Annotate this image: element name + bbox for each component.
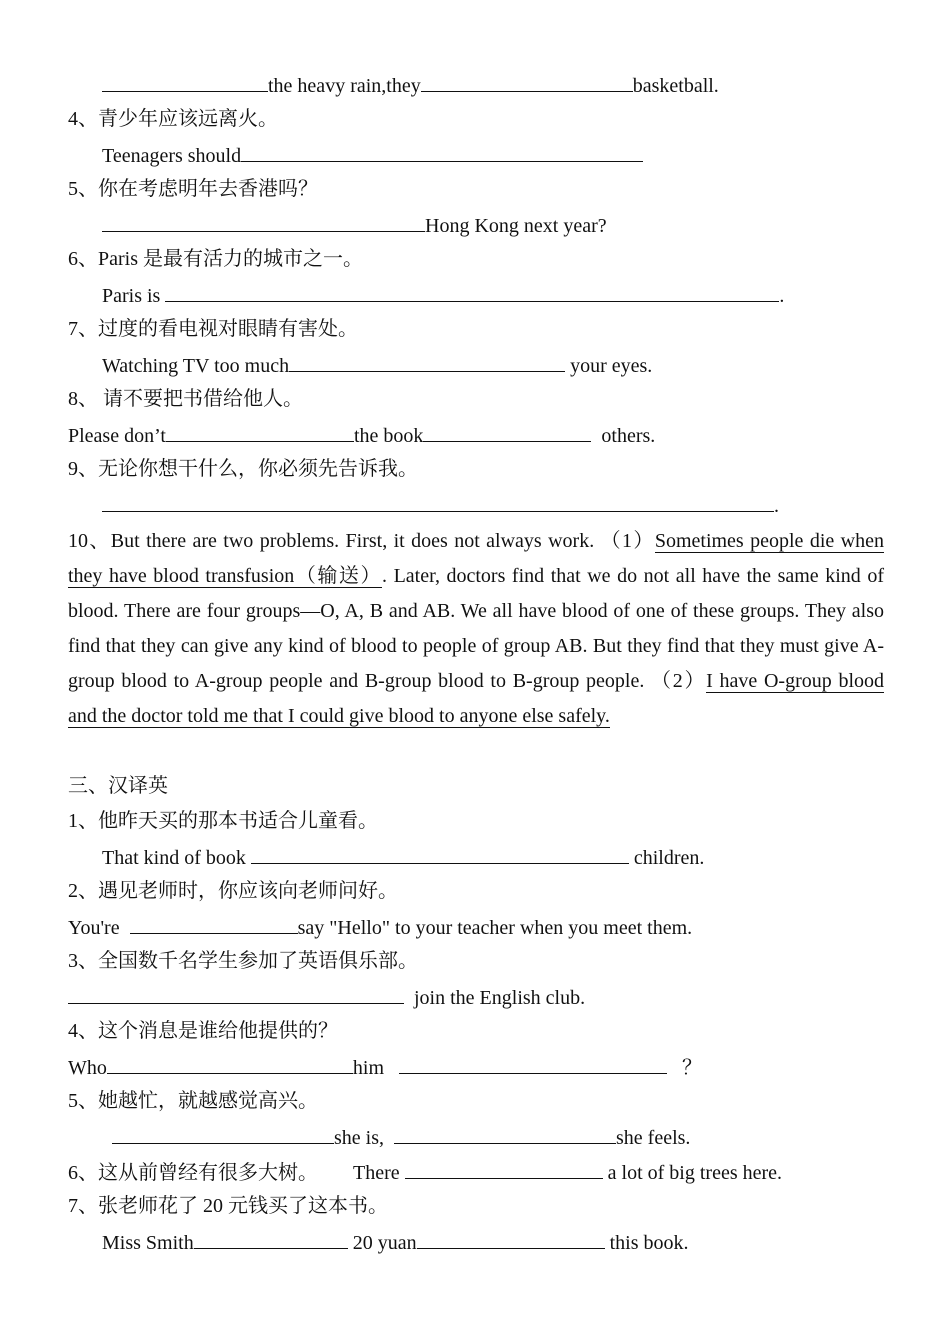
question-prompt: 6、Paris 是最有活力的城市之一。 (68, 248, 363, 270)
answer-blank[interactable] (130, 913, 298, 934)
s3-q3-answer-line: join the English club. (68, 983, 585, 1011)
question-prompt: 7、张老师花了 20 元钱买了这本书。 (68, 1195, 388, 1217)
s3-q7-answer-line: Miss Smith 20 yuan this book. (102, 1228, 689, 1256)
answer-blank[interactable] (102, 71, 268, 92)
question-prompt: 7、过度的看电视对眼睛有害处。 (68, 318, 358, 340)
question-prompt: 4、这个消息是谁给他提供的？ (68, 1020, 338, 1042)
reading-passage: 10、But there are two problems. First, it does not always work. （1）Sometimes people die when they have blood transfusion（输送）. Later, doctors find that we do not all have the same kind of blood. There are four groups—O, A, B and AB. We all have blood of one of these groups. They also find that they can give any kind of blood to people of group AB. But they find that they must give A-group blood to A-group people and B-group blood to B-group people. （2）I have O-group blood and the doctor told me that I could give blood to anyone else safely. (68, 530, 885, 727)
q9-answer-line: . (102, 491, 779, 519)
q5-answer-line: Hong Kong next year? (102, 211, 607, 239)
question-prompt: 8、 请不要把书借给他人。 (68, 388, 303, 410)
answer-blank[interactable] (68, 983, 404, 1004)
answer-blank[interactable] (112, 1123, 334, 1144)
answer-blank[interactable] (417, 1228, 605, 1249)
s3-q4-answer-line: Who him ？ (68, 1053, 702, 1081)
answer-blank[interactable] (423, 421, 591, 442)
answer-blank[interactable] (107, 1053, 353, 1074)
question-prompt: 2、遇见老师时，你应该向老师问好。 (68, 880, 398, 902)
question-prompt: 5、她越忙，就越感觉高兴。 (68, 1090, 318, 1112)
underlined-sentence-2: I have O-group blood and the doctor told me that I could give blood to anyone else safely. (68, 670, 885, 727)
question-prompt: 4、青少年应该远离火。 (68, 108, 278, 130)
answer-blank[interactable] (165, 281, 779, 302)
q6-answer-line: Paris is . (102, 281, 784, 309)
answer-blank[interactable] (194, 1228, 348, 1249)
s3-q2-answer-line: You're say "Hello" to your teacher when you meet them. (68, 913, 692, 941)
question-prompt: 1、他昨天买的那本书适合儿童看。 (68, 810, 378, 832)
s3-q5-answer-line: she is, she feels. (112, 1123, 690, 1151)
q8-answer-line: Please don’t the book others. (68, 421, 655, 449)
s3-q6-line: 6、这从前曾经有很多大树。 There a lot of big trees here. (68, 1158, 782, 1186)
answer-blank[interactable] (102, 211, 425, 232)
question-prompt: 6、这从前曾经有很多大树。 (68, 1162, 318, 1184)
section-heading: 三、汉译英 (68, 775, 168, 797)
answer-blank[interactable] (421, 71, 633, 92)
answer-blank[interactable] (166, 421, 354, 442)
question-prompt: 9、无论你想干什么，你必须先告诉我。 (68, 458, 418, 480)
q3-answer-line: the heavy rain,they basketball. (102, 71, 719, 99)
answer-blank[interactable] (289, 351, 565, 372)
answer-blank[interactable] (405, 1158, 603, 1179)
question-prompt: 5、你在考虑明年去香港吗？ (68, 178, 318, 200)
answer-blank[interactable] (102, 491, 774, 512)
answer-blank[interactable] (251, 843, 629, 864)
question-prompt: 3、全国数千名学生参加了英语俱乐部。 (68, 950, 418, 972)
answer-blank[interactable] (399, 1053, 667, 1074)
answer-blank[interactable] (394, 1123, 616, 1144)
s3-q1-answer-line: That kind of book children. (102, 843, 704, 871)
answer-blank[interactable] (241, 141, 643, 162)
q4-answer-line: Teenagers should (102, 141, 643, 169)
underlined-sentence-1: Sometimes people die when they have blood transfusion（输送） (68, 530, 884, 587)
q7-answer-line: Watching TV too much your eyes. (102, 351, 652, 379)
